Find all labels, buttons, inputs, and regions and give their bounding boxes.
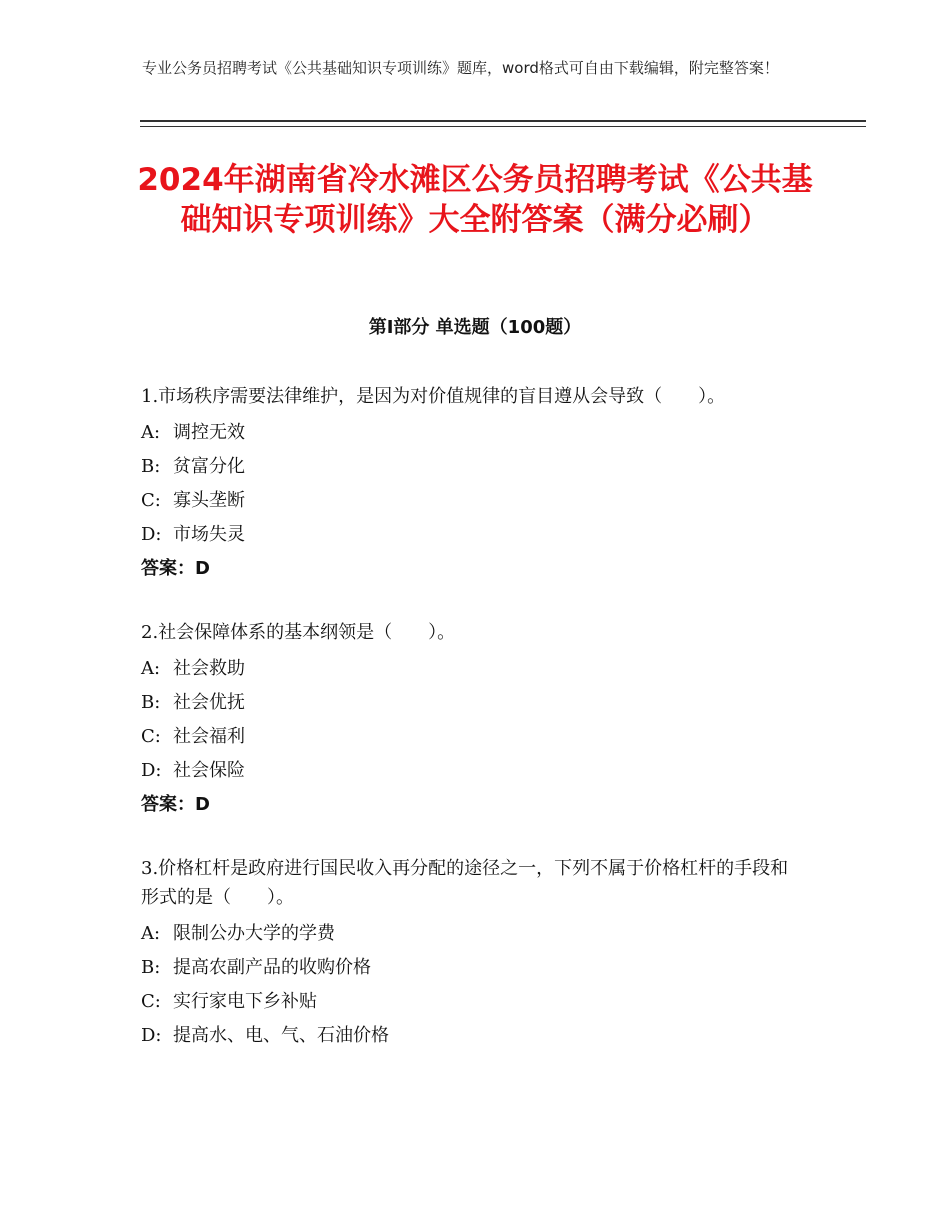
option-text: 提高水、电、气、石油价格 — [173, 1025, 389, 1046]
answer-line: 答案：D — [141, 794, 210, 815]
answer-line: 答案：D — [141, 558, 210, 579]
question-2 — [141, 618, 801, 822]
option-b — [141, 450, 801, 484]
option-c — [141, 484, 801, 518]
option-c — [141, 985, 801, 1019]
document-title: 2024年湖南省冷水滩区公务员招聘考试《公共基础知识专项训练》大全附答案（满分必刷） — [137, 162, 813, 238]
option-letter: C: — [141, 726, 161, 747]
option-b — [141, 686, 801, 720]
option-b — [141, 951, 801, 985]
option-letter: B: — [141, 456, 161, 477]
option-text: 实行家电下乡补贴 — [173, 991, 317, 1012]
option-letter: A: — [141, 923, 161, 944]
option-text: 调控无效 — [173, 422, 245, 443]
option-d — [141, 754, 801, 788]
header-note: 专业公务员招聘考试《公共基础知识专项训练》题库，word格式可自由下载编辑，附完整答案！ — [142, 59, 779, 77]
section-title: 第Ⅰ部分 单选题（100题） — [368, 317, 582, 338]
question-list — [141, 382, 801, 1085]
option-a — [141, 917, 801, 951]
option-text: 寡头垄断 — [173, 490, 245, 511]
question-3 — [141, 854, 801, 1053]
option-letter: D: — [141, 760, 162, 781]
option-letter: A: — [141, 422, 161, 443]
option-text: 贫富分化 — [173, 456, 245, 477]
option-text: 提高农副产品的收购价格 — [173, 957, 371, 978]
option-text: 社会优抚 — [173, 692, 245, 713]
question-stem: 3.价格杠杆是政府进行国民收入再分配的途径之一，下列不属于价格杠杆的手段和形式的是（ ）。 — [141, 858, 789, 908]
option-text: 社会保险 — [173, 760, 245, 781]
option-letter: B: — [141, 957, 161, 978]
option-d — [141, 1019, 801, 1053]
option-c — [141, 720, 801, 754]
option-letter: A: — [141, 658, 161, 679]
question-stem: 2.社会保障体系的基本纲领是（ ）。 — [141, 622, 456, 643]
question-stem: 1.市场秩序需要法律维护，是因为对价值规律的盲目遵从会导致（ ）。 — [141, 386, 726, 407]
option-d — [141, 518, 801, 552]
option-text: 限制公办大学的学费 — [173, 923, 335, 944]
option-text: 市场失灵 — [173, 524, 245, 545]
option-letter: C: — [141, 991, 161, 1012]
option-letter: C: — [141, 490, 161, 511]
option-letter: D: — [141, 524, 162, 545]
option-text: 社会救助 — [173, 658, 245, 679]
option-a — [141, 652, 801, 686]
option-letter: D: — [141, 1025, 162, 1046]
option-text: 社会福利 — [173, 726, 245, 747]
header-divider — [140, 120, 866, 127]
option-a — [141, 416, 801, 450]
option-letter: B: — [141, 692, 161, 713]
question-1 — [141, 382, 801, 586]
